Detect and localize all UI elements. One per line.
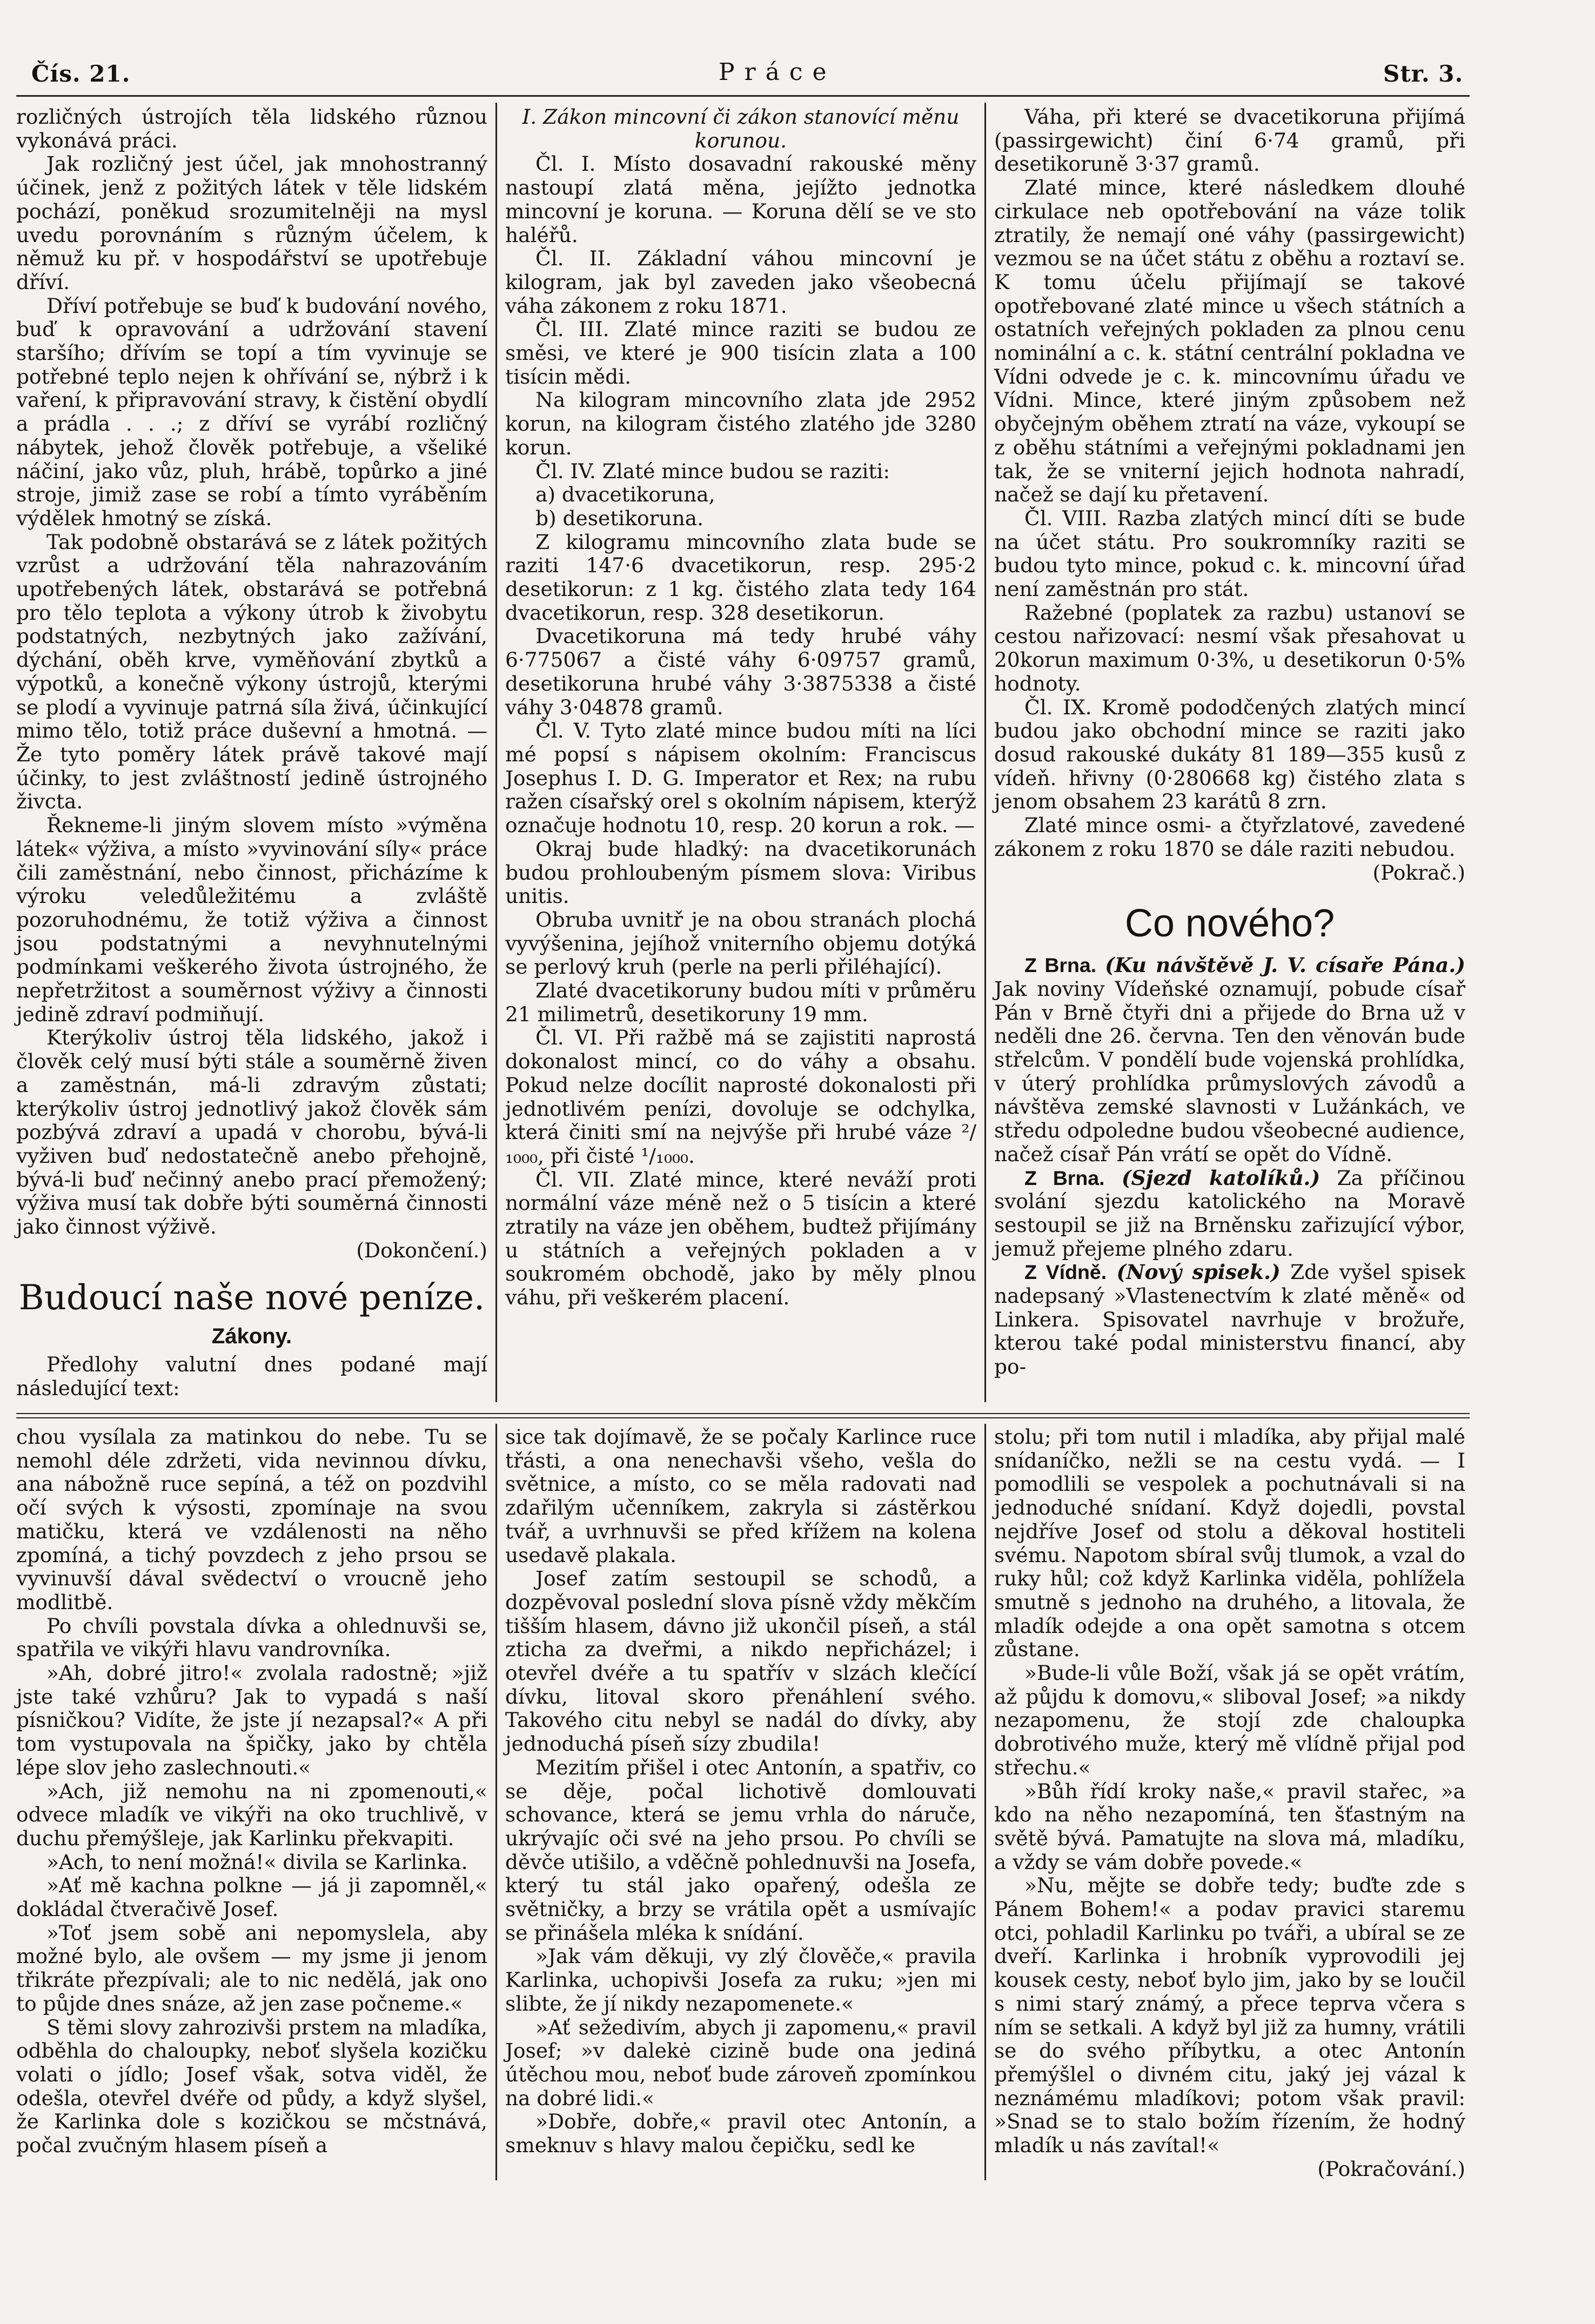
paragraph: »Dobře, dobře,« pravil otec Antonín, a smeknuv s hlavy malou čepičku, sedl ke: [505, 2109, 976, 2158]
paragraph: stolu; při tom nutil i mladíka, aby přijal malé snídaníčko, nežli se na cestu vydá. — I pomodlili se vespolek a pochutnávali si na jednoduché snídaní. Když dojedli, povstal nejdříve Josef od stolu a děkoval hostiteli svému. Napotom sbíral svůj tlumok, a vzal do ruky hůl; což když Karlinka viděla, pohlížela smutně s jednoho na druhého, a litovala, že mladík odejde a ona opět samotna s otcem zůstane.: [994, 1425, 1465, 1662]
news-lead: Z Brna.: [1024, 1166, 1105, 1189]
paragraph: Čl. II. Základní váhou mincovní je kilogram, jak byl zaveden jako všeobecná váha zákonem z roku 1871.: [505, 246, 976, 318]
paragraph: »Nu, mějte se dobře tedy; buďte zde s Pánem Bohem!« a podav pravici staremu otci, pohladil Karlinku po tváři, a ubíral se ze dveří. Karlinka i hrobník vyprovodili jej kousek cesty, neboť bylo jim, jako by se loučil s nimi starý známý, a přece teprva včera s ním se setkali. A když byl již za humny, vrátili se do svého příbytku, a otec Antonín přemýšlel o divném citu, jaký jej vázal k neznámému mladíkovi; potom však pravil: »Snad se to stalo božím řízením, že hodný mladík u nás zavítal!«: [994, 1873, 1465, 2158]
paragraph: Dříví potřebuje se buď k budování nového, buď k opravování a udržování stavení staršího; dřívím se topí a tím vyvinuje se potřebné teplo nejen k ohřívání se, nýbrž i k vaření, k připravování stravy, k čistění obydlí a prádla . . .; z dříví se vyrábí rozličný nábytek, jehož člověk potřebuje, a všeliké náčiní, jako vůz, pluh, hrábě, topůrko a jiné stroje, jimiž zase se robí a tímto vyráběním výdělek hmotný se získá.: [16, 293, 487, 530]
paragraph: Čl. III. Zlaté mince raziti se budou ze směsi, ve které je 900 tisícin zlata a 100 tisícin mědi.: [505, 317, 976, 389]
article-column-2: [505, 105, 976, 1310]
paragraph: Čl. IX. Kromě pododčených zlatých mincí budou jako obchodní mince se raziti jako dosud rakouské dukáty 81 189—355 kusů z vídeň. hřivny (0·280668 kg) čistého zlata s jenom obsahem 23 karátů 8 zrn.: [994, 695, 1465, 814]
feuilleton-rule: [16, 1413, 1470, 1414]
article-subheading: Zákony.: [211, 1324, 292, 1349]
paragraph: »Bude-li vůle Boží, však já se opět vrátím, až půjdu k domovu,« sliboval Josef; »a nikdy nezapomenu, že stojí zde chaloupka dobrotivého muže, který mě vlídně přijal pod střechu.«: [994, 1661, 1465, 1779]
article-heading-budouci: Budoucí naše nové peníze.: [18, 1278, 485, 1318]
paragraph: Čl. I. Místo dosavadní rakouské měny nastoupí zlatá měna, jejížto jednotka mincovní je koruna. — Koruna dělí se ve sto haléřů.: [505, 152, 976, 247]
paragraph: Mezitím přišel i otec Antonín, a spatřiv, co se děje, počal lichotivě domlouvati schovance, která se jemu vrhla do náruče, ukrývajíc oči své na jeho prsou. Po chvíli se děvče utišilo, a vděčně pohlednuvši na Josefa, který tu stál jako opařený, odešla ze světničky, a brzy se vrátila opět a usmívajíc se přinášela mléka k snídání.: [505, 1755, 976, 1945]
paragraph: Kterýkoliv ústroj těla lidského, jakož i člověk celý musí býti stále a souměrně živen a zaměstnán, má-li zdravým zůstati; kterýkoliv ústroj jednotlivý jakož člověk sám pozbývá zdraví a upadá v chorobu, bývá-li vyživen buď nedostatečně anebo přehojně, bývá-li buď nečinný anebo prací přemožený; výživa musí tak dobře býti souměrná činnosti jako činnost výživě.: [16, 1026, 487, 1239]
paragraph: Čl. VIII. Razba zlatých mincí díti se bude na účet státu. Pro soukromníky raziti se budou tyto mince, pokud c. k. mincovní úřad není zaměstnán pro stát.: [994, 506, 1465, 601]
paragraph: rozličných ústrojích těla lidského různou vykonává práci.: [16, 105, 487, 152]
column-rule-3: [495, 1424, 497, 2180]
paragraph: Jak rozličný jest účel, jak mnohostranný účinek, jenž z požitých látek v těle lidském pochází, poněkud srozumitelněji na mysl uvedu porovnáním s různým účelem, k němuž ku př. v hospodářství se upotřebuje dříví.: [16, 152, 487, 294]
list-item: b) desetikoruna.: [535, 506, 704, 530]
paragraph: Předlohy valutní dnes podané mají následující text:: [16, 1352, 487, 1400]
news-subtitle: (Sjezd katolíků.): [1121, 1166, 1321, 1190]
news-text: Za příčinou svolání sjezdu katolického na Moravě sestoupil se již na Brněnsku zařizující výbor, jemuž přejeme plného zdaru.: [994, 1166, 1466, 1261]
paragraph: »Toť jsem sobě ani nepomyslela, aby možné bylo, ale ovšem — my jsme ji jenom třikráte přezpívali; ale to nic nedělá, jak ono to půjde dnes snáze, až jen zase počneme.«: [16, 1920, 487, 2015]
paragraph: »Ah, dobré jitro!« zvolala radostně; »již jste také vzhůru? Jak to vypadá s naší písničkou? Vidíte, že jste jí nezapsal?« A při tom vystupovala na špičky, jako by chtěla lépe slov jeho zaslechnouti.«: [16, 1661, 487, 1779]
header-rule: [16, 95, 1470, 97]
paragraph: Po chvíli povstala dívka a ohlednuvši se, spatřila ve vikýři hlavu vandrovníka.: [16, 1613, 487, 1662]
paragraph: Ražebné (poplatek za razbu) ustanoví se cestou nařizovací: nesmí však přesahovat u 20korun maximum 0·3%, u desetikorun 0·5% hodnoty.: [994, 600, 1465, 695]
paragraph: Tak podobně obstarává se z látek požitých vzrůst a udržování těla nahrazováním upotřebených látek, obstarává se potřebná pro tělo teplota a výkony útrob k živobytu podstatných, nezbytných jako zažívání, dýchání, oběh krve, vyměňování zbytků a výpotků, a konečně výkony ústrojů, kterými se plodí a vyvinuje patrná síla živá, účinkující mimo tělo, totiž práce duševní a hmotná. — Že tyto poměry látek právě takové mají účinky, to jest zvláštností jedině ústrojného živcta.: [16, 530, 487, 814]
column-rule-1: [495, 103, 497, 1402]
article-column-3: [994, 105, 1465, 1379]
paragraph: »Bůh řídí kroky naše,« pravil stařec, »a kdo na něho nezapomíná, ten šťastným na světě bývá. Pamatujte na slova má, mladíku, a vždy se vám dobře povede.«: [994, 1779, 1465, 1874]
news-item: [994, 954, 1465, 1166]
news-text: Zde vyšel spisek nadepsaný »Vlastenectvím k zlaté měně« od Linkera. Spisovatel navrhuje v brožuře, kterou také podal ministerstvu financí, aby po-: [994, 1260, 1466, 1379]
signature: (Dokončení.): [356, 1238, 487, 1262]
signature: (Pokračování.): [1317, 2156, 1465, 2181]
signature: (Pokrač.): [1372, 860, 1465, 885]
paragraph: Na kilogram mincovního zlata jde 2952 korun, na kilogram čistého zlatého jde 3280 korun.: [505, 388, 976, 459]
paragraph: Váha, při které se dvacetikoruna přijímá (passirgewicht) činí 6·74 gramů, při desetikoruně 3·37 gramů.: [994, 105, 1465, 176]
serial-column-2: [505, 1425, 976, 2158]
news-lead: Z Brna.: [1024, 954, 1097, 977]
paragraph: »Ať mě kachna polkne — já ji zapomněl,« dokládal čtveračivě Josef.: [16, 1873, 487, 1921]
paragraph: sice tak dojímavě, že se počaly Karlince ruce třásti, a ona nenechavši všeho, vešla do světnice, a místo, co se měla radovati nad zdařilým učenníkem, zakryla si zástěrkou tvář, a uvrhnuvši se před křížem na kolena usedavě plakala.: [505, 1425, 976, 1567]
news-lead: Z Vídně.: [1024, 1261, 1107, 1284]
news-subtitle: (Ku návštěvě J. V. císaře Pána.): [1105, 953, 1465, 977]
paragraph: Dvacetikoruna má tedy hrubé váhy 6·775067 a čisté váhy 6·09757 gramů, desetikoruna hrubé váhy 3·3875338 a čisté váhy 3·04878 gramů.: [505, 624, 976, 719]
page-number: Str. 3.: [1383, 61, 1464, 87]
paragraph: Zlaté dvacetikoruny budou míti v průměru 21 milimetrů, desetikoruny 19 mm.: [505, 979, 976, 1026]
column-rule-4: [984, 1424, 986, 2180]
serial-column-1: [16, 1425, 487, 2158]
feuilleton-rule: [16, 1417, 1470, 1418]
section-heading-co-noveho: Co nového?: [1124, 902, 1335, 946]
article-column-1: [16, 105, 487, 1401]
paragraph: Čl. VI. Při ražbě má se zajistiti naprostá dokonalost mincí, co do váhy a obsahu. Pokud nelze docílit naprosté dokonalosti při jednotlivém penízi, dovoluje se odchylka, která činiti smí na nejvýše při hrubé váze ²/₁₀₀₀, při čisté ¹/₁₀₀₀.: [505, 1026, 976, 1168]
paragraph: Okraj bude hladký: na dvacetikorunách budou prohloubeným písmem slova: Viribus unitis.: [505, 836, 976, 908]
paragraph: Zlaté mince, které následkem dlouhé cirkulace neb opotřebování na váze tolik ztratily, že nemají oné váhy (passirgewicht) vezmou se na účet státu z oběhu a roztaví se. K tomu účelu přijímají se takové opotřebované zlaté mince u všech státních a ostatních veřejných pokladen za plnou cenu nominální a c. k. státní centrální pokladna ve Vídni odvede je c. k. mincovnímu úřadu ve Vídni. Mince, které jiným způsobem než obyčejným oběhem ztratí na váze, vykoupí se z oběhu státními a veřejnými pokladnami jen tak, že se vniterní jejich hodnota nahradí, načež se dají ku přetavení.: [994, 176, 1465, 507]
paragraph: »Ach, to není možná!« divila se Karlinka.: [46, 1850, 468, 1874]
paragraph: Zlaté mince osmi- a čtyřzlatové, zavedené zákonem z roku 1870 se dále raziti nebudou.: [994, 813, 1465, 861]
paragraph: chou vysílala za matinkou do nebe. Tu se nemohl déle zdržeti, vida nevinnou dívku, ana nábožně ruce sepíná, a též on pozdvihl očí svých k výsosti, zpomínaje na svou matičku, která ve vzdálenosti na něho zpomíná, a tichý povzdech z jeho prsou se vyvinuvší dával svědectví o vroucně jeho modlitbě.: [16, 1425, 487, 1614]
list-item: a) dvacetikoruna,: [535, 483, 715, 507]
news-subtitle: (Nový spisek.): [1116, 1260, 1281, 1284]
paragraph: S těmi slovy zahrozivši prstem na mladíka, odběhla do chaloupky, neboť slyšela kozičku volati o jídlo; Josef však, sotva viděl, že odešla, otevřel dvéře od půdy, a když slyšel, že Karlinka dole s kozičkou se mčstnává, počal zvučným hlasem píseň a: [16, 2015, 487, 2158]
paragraph: Řekneme-li jiným slovem místo »výměna látek« výživa, a místo »vyvinování síly« práce čili zaměstnání, nebo činnost, přicházíme k výroku veledůležitému a zvláště pozoruhodnému, že totiž výživa a činnost jsou podstatnými a nevyhnutelnými podmínkami veškerého života ústrojného, že nepřetržitost a souměrnost výživy a činnosti jedině zdraví podmiňují.: [16, 813, 487, 1026]
serial-column-3: [994, 1425, 1465, 2181]
paragraph: Čl. V. Tyto zlaté mince budou míti na líci mé popsí s nápisem okolním: Franciscus Josephus I. D. G. Imperator et Rex; na rubu ražen císařský orel s okolním nápisem, kterýž označuje hodnotu 10, resp. 20 korun a rok. —: [505, 719, 976, 838]
column-rule-2: [984, 103, 986, 1402]
newspaper-title: Práce: [719, 58, 836, 86]
paragraph: Čl. IV. Zlaté mince budou se raziti:: [535, 459, 890, 483]
law-title: I. Zákon mincovní či zákon stanovící měnu korunou.: [522, 105, 960, 152]
paragraph: »Ať sežedivím, abych ji zapomenu,« pravil Josef; »v dalekė cizině bude ona jediná útěchou mou, neboť bude zároveň zpomínkou na dobré lidi.«: [505, 2015, 976, 2110]
paragraph: Josef zatím sestoupil se schodů, a dozpěvoval poslední slova písně vždy měkčím tišším hlasem, dávno již ukončil píseň, a stál zticha za dveřmi, a nikdo nepřicházel; i otevřel dvéře a tu spatřív v slzách klečící dívku, litoval skoro přenáhlení svého. Takového citu nebyl se nadál do dívky, aby jednoduchá píseň sízy zbudila!: [505, 1566, 976, 1756]
news-item: [994, 1261, 1465, 1379]
news-item: [994, 1167, 1465, 1261]
paragraph: »Jak vám děkuji, vy zlý člověče,« pravila Karlinka, uchopivši Josefa za ruku; »jen mi slibte, že jí nikdy nezapomenete.«: [505, 1944, 976, 2015]
paragraph: Obruba uvnitř je na obou stranách plochá vyvýšenina, jejíhož vniterního objemu dotýká se perlový kruh (perle na perli přiléhající).: [505, 907, 976, 979]
issue-number: Čís. 21.: [31, 61, 131, 87]
news-text: Jak noviny Vídeňské oznamují, pobude císař Pán v Brně čtyři dni a přijede do Brna už v neděli dne 26. června. Ten den věnován bude střelcům. V pondělí bude vojenská prohlídka, v úterý prohlídka průmyslových závodů a návštěva zemské slavnosti v Lužánkách, ve středu odpoledne budou všeobecné audience, načež císař Pán vrátí se opět do Vídně.: [994, 976, 1465, 1166]
paragraph: Z kilogramu mincovního zlata bude se raziti 147·6 dvacetikorun, resp. 295·2 desetikorun: z 1 kg. čistého zlata tedy 164 dvacetikorun, resp. 328 desetikorun.: [505, 530, 976, 625]
paragraph: Čl. VII. Zlaté mince, které neváží proti normální váze méně než o 5 tisícin a které ztratily na váze jen oběhem, budtež přijímány u státních a veřejných pokladen a v soukromém obchodě, jako by měly plnou váhu, při veškerém placení.: [505, 1167, 976, 1310]
paragraph: »Ach, již nemohu na ni zpomenouti,« odvece mladík ve vikýři na oko truchlivě, v duchu přemýšleje, jak Karlinku překvapiti.: [16, 1779, 487, 1850]
